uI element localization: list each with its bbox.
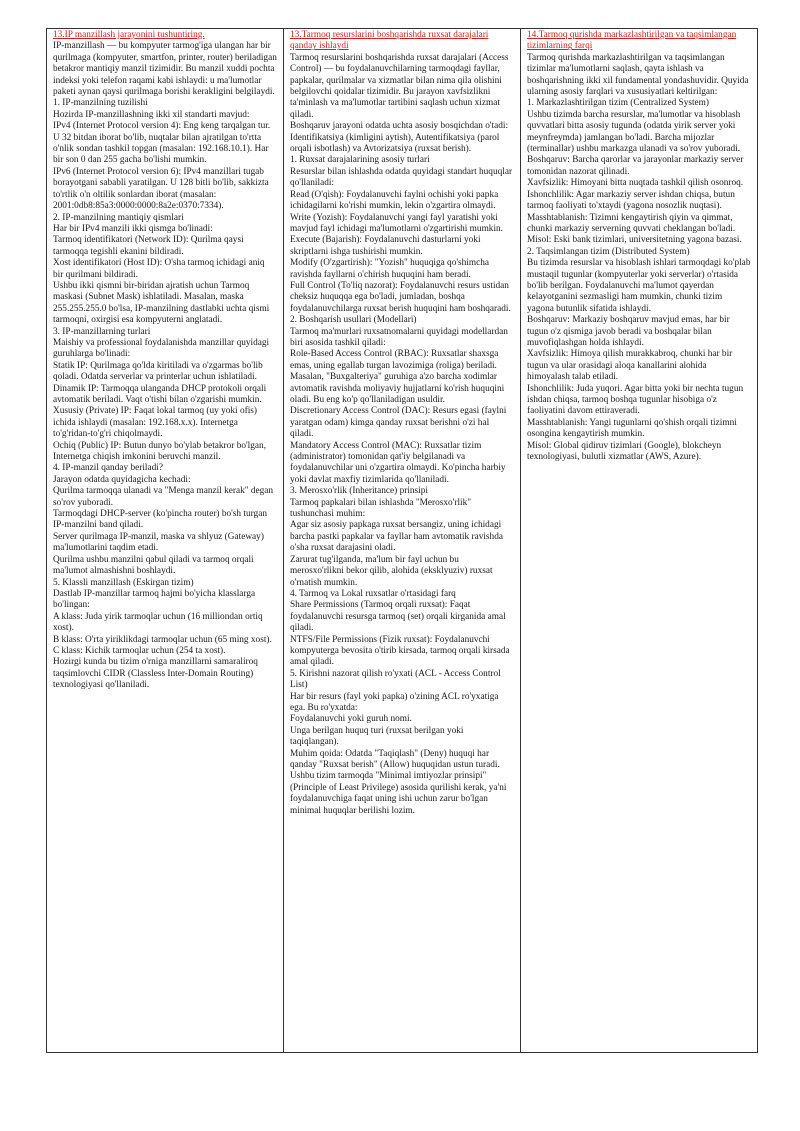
text-line: Ushbu tizim tarmoqda "Minimal imtiyozlar prinsipi" (Principle of Least Privilege) asosida qurilishi kerak, ya'ni foydalanuvchiga faqat uning ishi uchun zarur bo'lgan minimal huquqlar berilishi lozim.	[290, 771, 507, 816]
section-body	[53, 41, 277, 691]
text-line: NTFS/File Permissions (Fizik ruxsat): Foydalanuvchi kompyuterga bevosita o'tirib kirsada, tarmoq orqali kirsada amal qiladi.	[290, 634, 510, 668]
text-line: Ushbu tizimda barcha resurslar, ma'lumotlar va hisoblash quvvatlari bitta asosiy tugunda (odatda yirik server yoki meynfreymda) jamlangan bo'ladi. Barcha mijozlar (terminallar) ushbu markazga ulanadi va so'rov yuboradi.	[527, 109, 741, 155]
text-line: Role-Based Access Control (RBAC): Ruxsatlar shaxsga emas, uning egallab turgan lavozimiga (roliga) beriladi. Masalan, "Buxgalteriya" guruhiga a'zo barcha xodimlar avtomatik ravishda moliyaviy hujjatlarni ko'rish huquqini oladi. Bu eng ko'p qo'llaniladigan usuldir.	[290, 349, 505, 405]
text-line: Tarmoq qurishda markazlashtirilgan va taqsimlangan tizimlar ma'lumotlarni saqlash, qayta ishlash va boshqarishning ikki xil fundamental yondashuvidir. Quyida ularning asosiy farqlari va xususiyatlari keltirilgan:	[527, 52, 749, 98]
text-line: 2. IP-manzilning mantiqiy qismlari	[53, 212, 184, 223]
text-line: 2. Boshqarish usullari (Modellari)	[290, 315, 417, 326]
text-line: Tarmoq ma'murlari ruxsatnomalarni quyidagi modellardan biri asosida tashkil qiladi:	[290, 326, 508, 348]
text-line: Mandatory Access Control (MAC): Ruxsatlar tizim (administrator) tomonidan qat'iy belgilanadi va foydalanuvchilar uni o'zgartira olmaydi. Ko'pincha harbiy yoki davlat maxfiy tizimlarida qo'llaniladi.	[290, 440, 506, 485]
text-line: Share Permissions (Tarmoq orqali ruxsat): Faqat foydalanuvchi resursga tarmoq (set) orqali kirganida amal qiladi.	[290, 600, 506, 634]
text-line: 4. IP-manzil qanday beriladi?	[53, 463, 163, 474]
text-line: Resurslar bilan ishlashda odatda quyidagi standart huquqlar qo'llaniladi:	[290, 166, 513, 189]
text-line: Boshqaruv: Barcha qarorlar va jarayonlar markaziy server tomonidan nazorat qilinadi.	[527, 155, 744, 177]
text-line: 5. Klassli manzillash (Eskirgan tizim)	[53, 577, 194, 588]
text-line: Qurilma tarmoqqa ulanadi va "Menga manzil kerak" degan so'rov yuboradi.	[53, 486, 274, 508]
text-line: Xavfsizlik: Himoyani bitta nuqtada tashkil qilish osonroq.	[527, 178, 744, 189]
text-line: 1. Markazlashtirilgan tizim (Centralized System)	[527, 98, 710, 109]
text-line: 3. IP-manzillarning turlari	[53, 326, 151, 337]
text-line: 1. Ruxsat darajalarining asosiy turlari	[290, 155, 430, 166]
text-line: Hozirda IP-manzillashning ikki xil standarti mavjud:	[53, 109, 250, 120]
text-line: IPv6 (Internet Protocol version 6): IPv4 manzillari tugab borayotgani sababli yaratilgan. U 128 bitli bo'lib, sakkizta to'rtlik o'n oltilik sonlardan iborat (masalan: 2001:0db8:85a3:0000:0000:8a2e:0370:7334).	[53, 166, 269, 212]
text-line: Qurilma ushbu manzilni qabul qiladi va tarmoq orqali ma'lumot almashishni boshlaydi.	[53, 554, 254, 577]
section-title: 14.Tarmoq qurishda markazlashtirilgan va taqsimlangan tizimlarning farqi	[527, 30, 737, 52]
text-line: Xususiy (Private) IP: Faqat lokal tarmoq (uy yoki ofis) ichida ishlaydi (masalan: 192.168.x.x). Internetga to'g'ridan-to'g'ri chiqolmaydi.	[53, 406, 257, 440]
text-line: 1. IP-manzilning tuzilishi	[53, 98, 148, 109]
text-line: Jarayon odatda quyidagicha kechadi:	[53, 474, 191, 485]
text-line: Tarmoq identifikatori (Network ID): Qurilma qaysi tarmoqqa tegishli ekanini bildiradi.	[53, 235, 244, 257]
text-line: Discretionary Access Control (DAC): Resurs egasi (faylni yaratgan odam) kimga qanday ruxsat berishni o'zi hal qiladi.	[290, 406, 507, 440]
section-title: 13.Tarmoq resurslarini boshqarishda ruxsat darajalari qanday ishlaydi	[290, 30, 489, 52]
section-body	[290, 53, 514, 817]
text-line: Misol: Global qidiruv tizimlari (Google), blokcheyn texnologiyasi, bulutli xizmatlar (AWS, Azure).	[527, 440, 722, 463]
text-line: Masshtablanish: Yangi tugunlarni qo'shish orqali tizimni osongina kengaytirish mumkin.	[527, 417, 737, 440]
column-access-control	[284, 29, 521, 1052]
text-line: Xavfsizlik: Himoya qilish murakkabroq, chunki har bir tugun va ular orasidagi aloqa kanallarini alohida himoyalash talab etiladi.	[527, 349, 733, 383]
text-line: Tarmoq resurslarini boshqarishda ruxsat darajalari (Access Control) — bu foydalanuvchilarning tarmoqdagi fayllar, papkalar, qurilmalar va xizmatlar bilan nima qila olishini belgilovchi qoidalar tizimidir. Bu jarayon xavfsizlikni ta'minlash va ma'lumotlar tartibini saqlash uchun xizmat qiladi.	[290, 52, 509, 120]
text-line: 5. Kirishni nazorat qilish ro'yxati (ACL - Access Control List)	[290, 668, 501, 691]
text-line: Server qurilmaga IP-manzil, maska va shlyuz (Gateway) ma'lumotlarini taqdim etadi.	[53, 531, 264, 554]
text-line: Dastlab IP-manzillar tarmoq hajmi bo'yicha klasslarga bo'lingan:	[53, 588, 256, 611]
text-line: Har bir IPv4 manzili ikki qismga bo'linadi:	[53, 223, 213, 234]
text-line: Xost identifikatori (Host ID): O'sha tarmoq ichidagi aniq bir qurilmani bildiradi.	[53, 258, 265, 280]
text-line: Foydalanuvchi yoki guruh nomi.	[290, 714, 412, 725]
text-line: 2. Taqsimlangan tizim (Distributed System)	[527, 246, 690, 257]
column-ip-addressing	[47, 29, 284, 1052]
text-line: Boshqaruv: Markaziy boshqaruv mavjud emas, har bir tugun o'z qismiga javob beradi va boshqalar bilan muvofiqlashgan holda ishlaydi.	[527, 315, 730, 348]
text-line: Unga berilgan huquq turi (ruxsat berilgan yoki taqiqlangan).	[290, 725, 464, 748]
text-line: Misol: Eski bank tizimlari, universitetning yagona bazasi.	[527, 235, 742, 246]
text-line: Dinamik IP: Tarmoqqa ulanganda DHCP protokoli orqali avtomatik beriladi. Vaqt o'tishi bilan o'zgarishi mumkin.	[53, 383, 267, 405]
text-line: Ishonchlilik: Juda yuqori. Agar bitta yoki bir nechta tugun ishdan chiqsa, tarmoq boshqa tugunlar hisobiga o'z faoliyatini davom ettiraveradi.	[527, 383, 744, 417]
section-title: 13.IP manzillash jarayonini tushuntiring.	[53, 30, 205, 40]
text-line: Muhim qoida: Odatda "Taqiqlash" (Deny) huquqi har qanday "Ruxsat berish" (Allow) huquqidan ustun turadi.	[290, 748, 500, 770]
text-line: Tarmoq papkalari bilan ishlashda "Merosxo'rlik" tushunchasi muhim:	[290, 497, 472, 520]
text-line: Read (O'qish): Foydalanuvchi faylni ochishi yoki papka ichidagilarni ko'rishi mumkin, lekin o'zgartira olmaydi.	[290, 189, 499, 212]
text-line: Boshqaruv jarayoni odatda uchta asosiy bosqichdan o'tadi: Identifikatsiya (kimligini aytish), Autentifikatsiya (parol orqali isbotlash) va Avtorizatsiya (ruxsat berish).	[290, 121, 509, 155]
text-line: Tarmoqdagi DHCP-server (ko'pincha router) bo'sh turgan IP-manzilni band qiladi.	[53, 509, 267, 531]
column-centralized-vs-distributed	[521, 29, 757, 1052]
text-line: Zarurat tug'ilganda, ma'lum bir fayl uchun bu merosxo'rlikni bekor qilib, alohida (eksklyuziv) ruxsat o'rnatish mumkin.	[290, 554, 493, 588]
text-line: Masshtablanish: Tizimni kengaytirish qiyin va qimmat, chunki markaziy serverning quvvati cheklangan bo'ladi.	[527, 212, 736, 234]
text-line: Ishonchlilik: Agar markaziy server ishdan chiqsa, butun tarmoq faoliyati to'xtaydi (yagona nosozlik nuqtasi).	[527, 189, 735, 212]
text-line: Har bir resurs (fayl yoki papka) o'zining ACL ro'yxatiga ega. Bu ro'yxatda:	[290, 691, 499, 713]
text-line: Maishiy va professional foydalanishda manzillar quyidagi guruhlarga bo'linadi:	[53, 337, 270, 360]
text-line: C klass: Kichik tarmoqlar uchun (254 ta xost).	[53, 645, 226, 656]
text-line: Bu tizimda resurslar va hisoblash ishlari tarmoqdagi ko'plab mustaqil tugunlar (kompyuterlar yoki serverlar) o'rtasida bo'lib berilgan. Foydalanuvchi ma'lumot qayerdan kelayotganini sezmasligi ham mumkin, chunki tizim yagona butunlik sifatida ishlaydi.	[527, 258, 751, 314]
text-line: Agar siz asosiy papkaga ruxsat bersangiz, uning ichidagi barcha pastki papkalar va fayllar ham avtomatik ravishda o'sha ruxsat darajasini oladi.	[290, 520, 503, 554]
text-line: 3. Merosxo'rlik (Inheritance) prinsipi	[290, 486, 428, 497]
text-line: IP-manzillash — bu kompyuter tarmog'iga ulangan har bir qurilmaga (kompyuter, smartfon, printer, router) beriladigan betakror mantiqiy manzil tizimidir. Bu manzil xuddi pochta indeksi yoki telefon raqami kabi ishlaydi: u ma'lumotlar paketi aynan qaysi qurilmaga borishi kerakligini belgilaydi.	[53, 41, 277, 98]
text-line: Modify (O'zgartirish): "Yozish" huquqiga qo'shimcha ravishda fayllarni o'chirish huquqini ham beradi.	[290, 258, 490, 280]
text-line: Hozirgi kunda bu tizim o'rniga manzillarni samaraliroq taqsimlovchi CIDR (Classless Inter-Domain Routing) texnologiyasi qo'llaniladi.	[53, 657, 258, 691]
text-line: Write (Yozish): Foydalanuvchi yangi fayl yaratishi yoki mavjud fayl ichidagi ma'lumotlarni o'zgartirishi mumkin.	[290, 212, 504, 234]
text-line: Ushbu ikki qismni bir-biridan ajratish uchun Tarmoq maskasi (Subnet Mask) ishlatiladi. Masalan, maska 255.255.255.0 bo'lsa, IP-manzilning dastlabki uchta qismi tarmoqni, oxirgisi esa kompyuterni anglatadi.	[53, 280, 270, 326]
text-line: 4. Tarmoq va Lokal ruxsatlar o'rtasidagi farq	[290, 588, 456, 599]
section-body	[527, 53, 751, 464]
text-line: Full Control (To'liq nazorat): Foydalanuvchi resurs ustidan cheksiz huquqqa ega bo'ladi, jumladan, boshqa foydalanuvchilarga ruxsat berish huquqini ham boshqaradi.	[290, 280, 511, 314]
text-line: IPv4 (Internet Protocol version 4): Eng keng tarqalgan tur. U 32 bitdan iborat bo'lib, nuqtalar bilan ajratilgan to'rtta o'nlik sondan tashkil topgan (masalan: 192.168.10.1). Har bir son 0 dan 255 gacha bo'lishi mumkin.	[53, 121, 271, 166]
text-line: Ochiq (Public) IP: Butun dunyo bo'ylab betakror bo'lgan, Internetga chiqish imkonini beruvchi manzil.	[53, 440, 267, 463]
text-line: A klass: Juda yirik tarmoqlar uchun (16 milliondan ortiq xost).	[53, 611, 263, 634]
text-line: B klass: O'rta yiriklikdagi tarmoqlar uchun (65 ming xost).	[53, 634, 272, 645]
document-table	[46, 28, 758, 1053]
text-line: Statik IP: Qurilmaga qo'lda kiritiladi va o'zgarmas bo'lib qoladi. Odatda serverlar va printerlar uchun ishlatiladi.	[53, 360, 263, 383]
text-line: Execute (Bajarish): Foydalanuvchi dasturlarni yoki skriptlarni ishga tushirishi mumkin.	[290, 235, 481, 257]
